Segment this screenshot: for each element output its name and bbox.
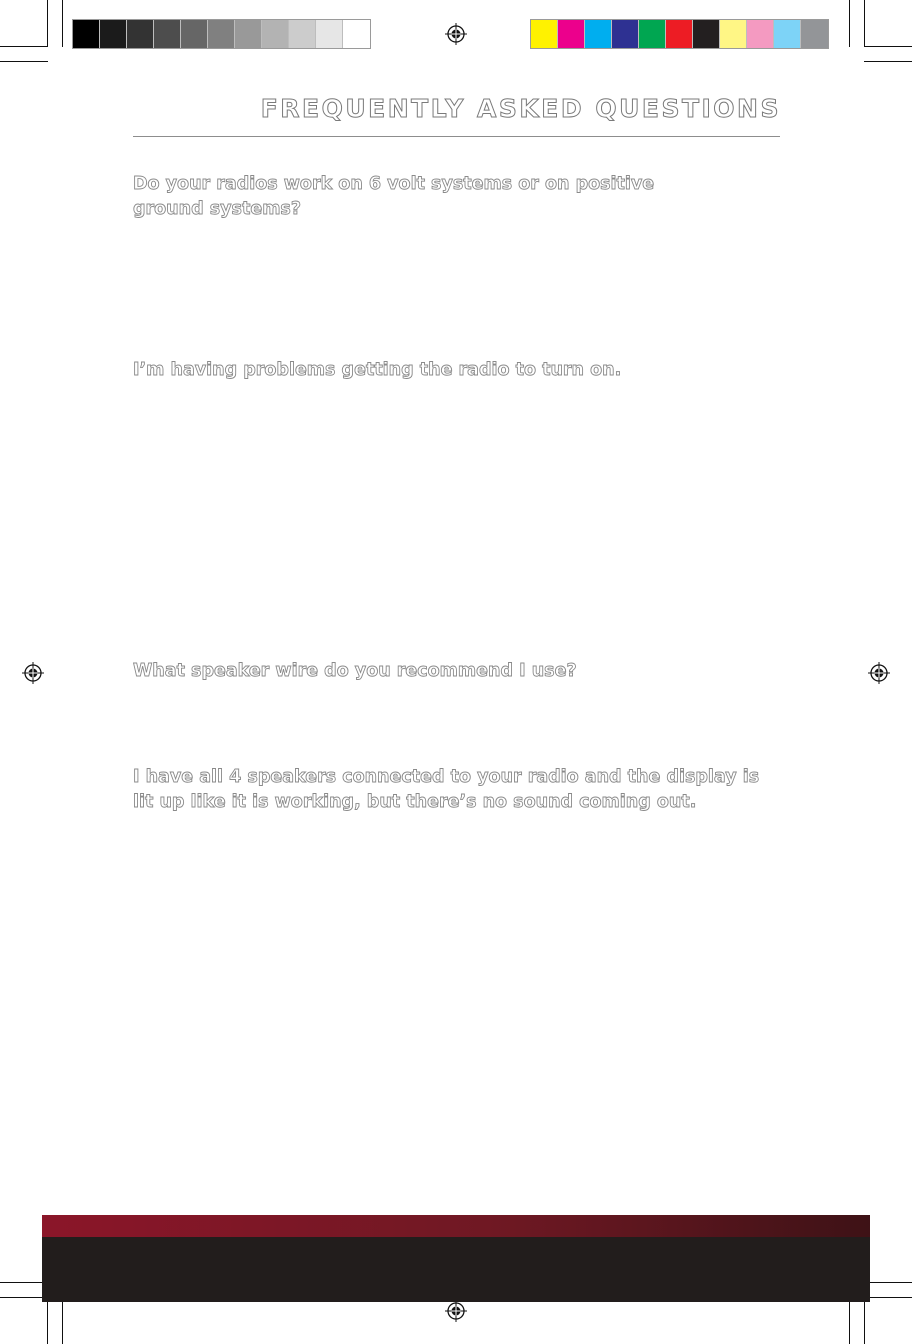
registration-mark-icon [22, 662, 44, 684]
color-swatch [639, 20, 666, 48]
title-divider [133, 136, 780, 137]
registration-mark-icon [868, 662, 890, 684]
gray-swatch [154, 20, 181, 48]
gray-swatch [208, 20, 235, 48]
color-swatch [585, 20, 612, 48]
page-title: FREQUENTLY ASKED QUESTIONS [260, 94, 781, 123]
gray-swatch [235, 20, 262, 48]
registration-mark-icon [445, 23, 467, 45]
color-swatch [612, 20, 639, 48]
gray-swatch [100, 20, 127, 48]
faq-question-power-on: I’m having problems getting the radio to turn on. [133, 360, 622, 380]
grayscale-calibration-bar [72, 19, 371, 49]
gray-swatch [181, 20, 208, 48]
color-swatch [747, 20, 774, 48]
color-swatch [801, 20, 828, 48]
gray-swatch [289, 20, 316, 48]
gray-swatch [262, 20, 289, 48]
footer-band [42, 1237, 870, 1302]
color-swatch [531, 20, 558, 48]
faq-question-6-volt: Do your radios work on 6 volt systems or on positive ground systems? [133, 174, 655, 219]
color-swatch [693, 20, 720, 48]
color-swatch [720, 20, 747, 48]
faq-question-no-sound: I have all 4 speakers connected to your radio and the display is lit up like it is working, but there’s no sound coming out. [133, 767, 760, 812]
gray-swatch [127, 20, 154, 48]
footer-accent-band [42, 1215, 870, 1237]
gray-swatch [343, 20, 370, 48]
color-swatch [666, 20, 693, 48]
color-swatch [774, 20, 801, 48]
registration-mark-icon [445, 1300, 467, 1322]
color-swatch [558, 20, 585, 48]
gray-swatch [316, 20, 343, 48]
faq-question-speaker-wire: What speaker wire do you recommend I use? [133, 661, 577, 681]
color-calibration-bar [530, 19, 829, 49]
gray-swatch [73, 20, 100, 48]
